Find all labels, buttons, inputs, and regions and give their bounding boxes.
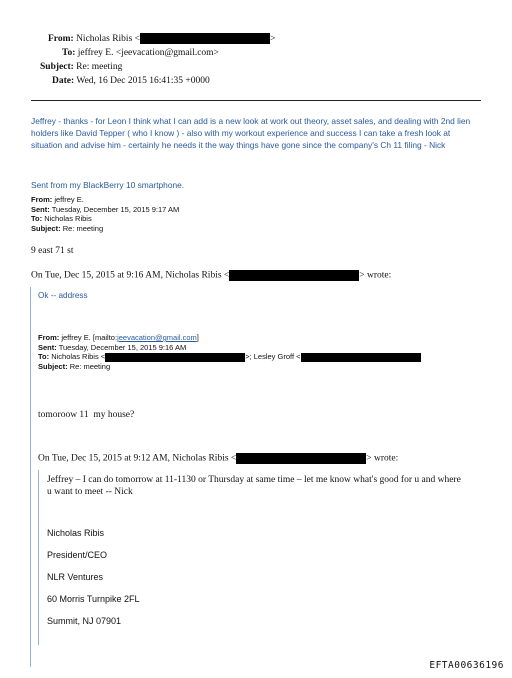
from-value: Nicholas Ribis <: [76, 34, 141, 44]
quote-bar-outer: [30, 287, 31, 667]
q2-sent-row: [38, 343, 421, 353]
sig-street: 60 Morris Turnpike 2FL: [47, 594, 140, 604]
q2-sent-value: Tuesday, December 15, 2015 9:16 AM: [58, 342, 187, 352]
from-after: >: [270, 34, 276, 44]
q1-subject-value: Re: meeting: [62, 223, 104, 233]
redaction-bar: [301, 353, 421, 362]
q1-to-value: Nicholas Ribis: [44, 214, 92, 223]
q2-email-link[interactable]: jeevacation@gmail.com: [117, 333, 197, 342]
redaction-bar: [229, 270, 359, 281]
sig-name: Nicholas Ribis: [47, 528, 105, 538]
q1-subject-label: Subject:: [31, 223, 61, 233]
subject-value: Re: meeting: [76, 62, 123, 72]
q2-subject-label: Subject:: [38, 361, 68, 371]
quoted-header-1: [31, 195, 179, 233]
bates-number: EFTA00636196: [429, 660, 504, 671]
q2-from-close: ]: [196, 333, 199, 342]
quote-bar-inner: [38, 470, 39, 645]
q2-sent-label: Sent:: [38, 342, 57, 352]
q2-to-after: >; Lesley Groff <: [245, 352, 301, 361]
q1-sent-label: Sent:: [31, 204, 50, 214]
date-label: Date:: [52, 76, 75, 86]
q2-subject-row: [38, 362, 421, 372]
q1-to-label: To:: [31, 214, 43, 223]
ok-address: Ok -- address: [38, 291, 88, 300]
to-row: [48, 46, 488, 60]
q2-from-row: [38, 333, 421, 343]
address-line: 9 east 71 st: [31, 246, 74, 256]
redaction-bar: [140, 33, 270, 44]
wrote-line-1: [31, 270, 391, 281]
q2-from-name: jeffrey E. [mailto:: [61, 333, 118, 342]
q1-from-row: [31, 195, 179, 205]
top-header: [40, 32, 488, 88]
to-label: To:: [62, 48, 76, 58]
q1-sent-value: Tuesday, December 15, 2015 9:17 AM: [51, 204, 180, 214]
from-label: From:: [48, 34, 74, 44]
reply-body: Jeffrey - thanks - for Leon I think what I can add is a new look at work out theory, asset sales, and dealing with 2nd lien holders like David Tepper ( who I know ) - also with my workout experience and success I can take a fresh look at situation and advise him - certainly he needs it the way things have gone since the company's Ch 11 filing - Nick: [31, 116, 471, 150]
q2-to-label: To:: [38, 352, 50, 361]
date-value: Wed, 16 Dec 2015 16:41:35 +0000: [76, 76, 210, 86]
signature-device: Sent from my BlackBerry 10 smartphone.: [31, 180, 185, 190]
wrote-2-suffix: > wrote:: [366, 453, 399, 464]
q2-to-value: Nicholas Ribis <: [51, 352, 106, 361]
wrote-line-2: [38, 453, 398, 464]
redaction-bar: [236, 453, 366, 464]
original-message: Jeffrey – I can do tomorrow at 11-1130 or Thursday at same time – let me know what's good for u and where u want to meet -- Nick: [47, 475, 461, 497]
from-row: [48, 32, 488, 46]
sig-company: NLR Ventures: [47, 572, 104, 582]
quoted-header-2: [38, 333, 421, 371]
date-row: [48, 74, 488, 88]
q1-sent-row: [31, 205, 179, 215]
wrote-1-suffix: > wrote:: [359, 270, 392, 281]
q1-subject-row: [31, 224, 179, 234]
to-value: jeffrey E. <jeevacation@gmail.com>: [77, 48, 219, 58]
sig-city: Summit, NJ 07901: [47, 616, 122, 626]
subject-row: [40, 60, 488, 74]
tomorrow-line: tomoroow 11 my house?: [38, 410, 135, 420]
sig-title: President/CEO: [47, 550, 108, 560]
q1-to-row: [31, 214, 179, 224]
q1-from-value: jeffrey E.: [54, 195, 84, 204]
q2-to-row: [38, 352, 421, 362]
q2-subject-value: Re: meeting: [69, 361, 111, 371]
header-divider: [31, 100, 481, 101]
q2-from-label: From:: [38, 333, 60, 342]
q1-from-label: From:: [31, 195, 53, 204]
subject-label: Subject:: [40, 62, 74, 72]
wrote-1-prefix: On Tue, Dec 15, 2015 at 9:16 AM, Nicholas Ribis <: [31, 270, 230, 281]
signature-block: [47, 527, 140, 627]
redaction-bar: [105, 353, 245, 362]
wrote-2-prefix: On Tue, Dec 15, 2015 at 9:12 AM, Nicholas Ribis <: [38, 453, 237, 464]
